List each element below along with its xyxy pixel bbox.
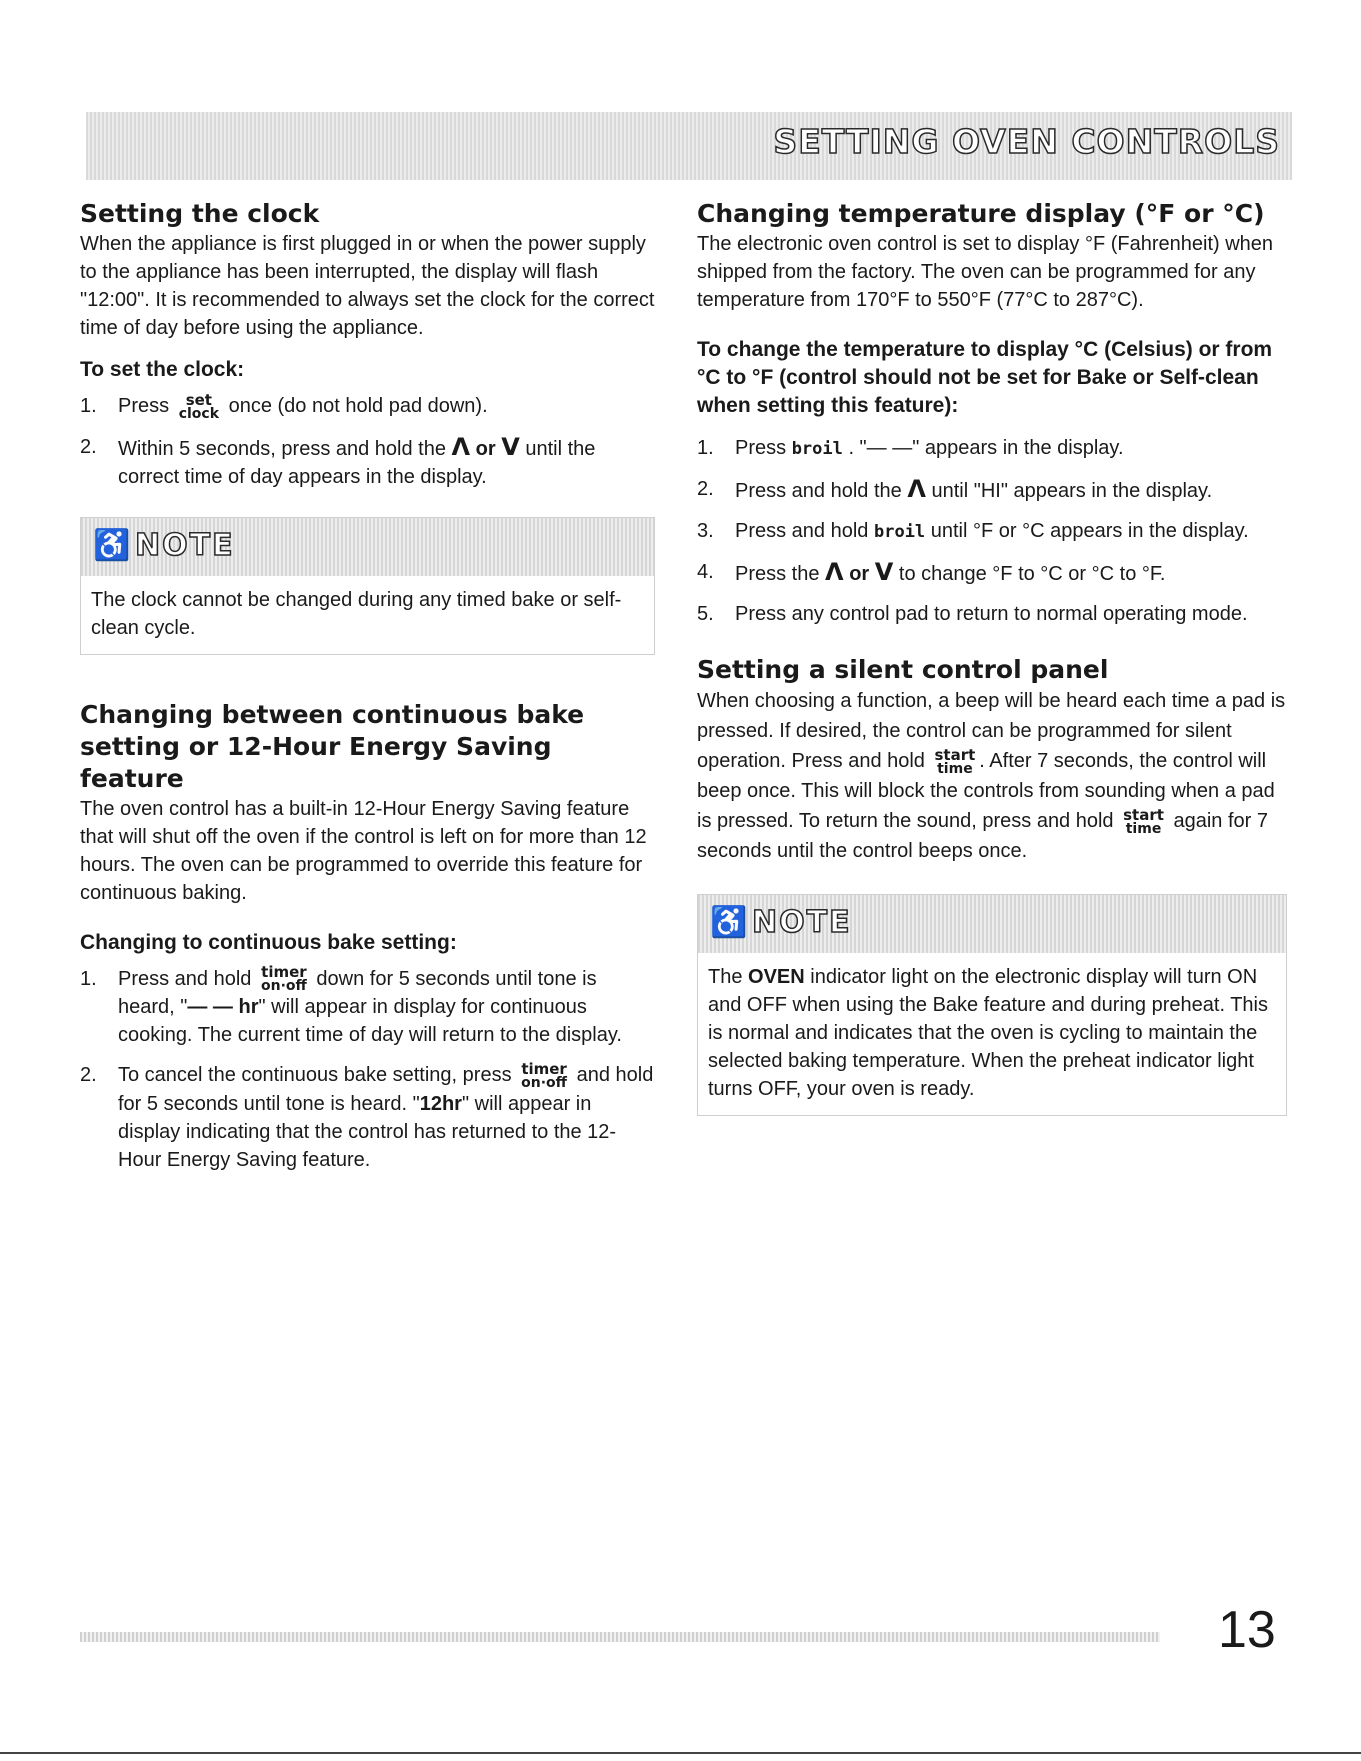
start-time-key-icon: start time — [1123, 805, 1164, 837]
list-item: 5. Press any control pad to return to normal operating mode. — [697, 603, 1248, 625]
list-item: 2. Press and hold the Λ until "HI" appears in the display. — [697, 475, 1213, 503]
temp-heading: Changing temperature display (°F or °C) — [697, 199, 1265, 228]
list-item: 1. Press broil . "— —" appears in the display. — [697, 437, 1124, 459]
note-title: NOTE — [752, 905, 852, 940]
silent-text: When choosing a function, a beep will be heard each time a pad is pressed. If desired, the control can be programmed for silent operation. Press and hold start time . After 7 seconds, the control will beep once. This will block the controls from sounding when a pad is pressed. To return the sound, press and hold start time again for 7 seconds until the control beeps once. — [697, 690, 1286, 862]
timer-key-icon: timer on·off — [521, 1060, 568, 1092]
note-icon: ♿ — [93, 528, 131, 562]
note-title: NOTE — [135, 527, 235, 563]
temp-intro: The electronic oven control is set to display °F (Fahrenheit) when shipped from the factory. The oven can be programmed for any temperature from 170°F to 550°F (77°C to 287°C). — [697, 233, 1274, 311]
note-text: The clock cannot be changed during any timed bake or self-clean cycle. — [91, 588, 622, 639]
note-text: The OVEN indicator light on the electronic display will turn ON and OFF when using the Bake feature and during preheat. This is normal and indicates that the oven is cycling to maintain the selected baking temperature. When the preheat indicator light turns OFF, your oven is ready. — [708, 966, 1268, 1100]
footer-bar — [80, 1632, 1160, 1642]
section-banner — [86, 112, 1292, 180]
list-item: 4. Press the Λ or V to change °F to °C or °C to °F. — [697, 558, 1166, 586]
list-item: 2. Within 5 seconds, press and hold the Λ or V until the correct time of day appears in the display. — [80, 432, 596, 488]
temp-steps — [697, 434, 1287, 628]
up-arrow-icon: Λ — [825, 558, 844, 586]
timer-key-icon: timer on·off — [260, 963, 307, 995]
up-arrow-icon: Λ — [907, 475, 926, 503]
bake-subheading: Changing to continuous bake setting: — [80, 930, 457, 954]
broil-key-icon: broil — [791, 439, 843, 459]
up-arrow-icon: Λ — [451, 432, 471, 461]
down-arrow-icon: V — [874, 558, 894, 586]
down-arrow-icon: V — [501, 432, 520, 461]
bake-heading: Changing between continuous bake setting or 12-Hour Energy Saving feature — [80, 699, 585, 793]
clock-note-box — [80, 517, 655, 655]
left-column — [80, 198, 655, 1186]
banner-title: SETTING OVEN CONTROLS — [773, 122, 1280, 161]
list-item: 2. To cancel the continuous bake setting, press timer on·off and hold for 5 seconds until tone is heard. "12hr" will appear in display indicating that the control has returned to the 12-Hour Energy Saving feature. — [80, 1060, 654, 1172]
list-item: 1. Press set clock once (do not hold pad down). — [80, 390, 488, 422]
bake-intro: The oven control has a built-in 12-Hour Energy Saving feature that will shut off the oven if the control is left on for more than 12 hours. The oven can be programmed to override this feature for continuous baking. — [80, 797, 647, 904]
clock-heading: Setting the clock — [80, 199, 320, 228]
right-column — [697, 198, 1287, 1116]
bottom-rule — [0, 1752, 1361, 1754]
clock-intro: When the appliance is first plugged in or when the power supply to the appliance has been interrupted, the display will flash "12:00". It is recommended to always set the clock for the correct time of day before using the appliance. — [80, 233, 655, 339]
broil-key-icon: broil — [873, 522, 926, 542]
clock-steps — [80, 392, 655, 491]
page-number: 13 — [1218, 1601, 1276, 1659]
list-item: 3. Press and hold broil until °F or °C appears in the display. — [697, 520, 1249, 542]
set-clock-key-icon: set clock — [178, 390, 220, 422]
clock-subheading: To set the clock: — [80, 358, 245, 381]
note-icon: ♿ — [710, 906, 748, 939]
oven-note-box — [697, 894, 1287, 1116]
temp-subheading: To change the temperature to display °C (Celsius) or from °C to °F (control should not be set for Bake or Self-clean when setting this feature): — [697, 338, 1273, 417]
start-time-key-icon: start time — [934, 745, 976, 777]
bake-steps — [80, 965, 655, 1174]
silent-heading: Setting a silent control panel — [697, 655, 1109, 684]
list-item: 1. Press and hold timer on·off down for 5 seconds until tone is heard, "— — hr" will appear in display for continuous cooking. The current time of day will return to the display. — [80, 963, 622, 1047]
